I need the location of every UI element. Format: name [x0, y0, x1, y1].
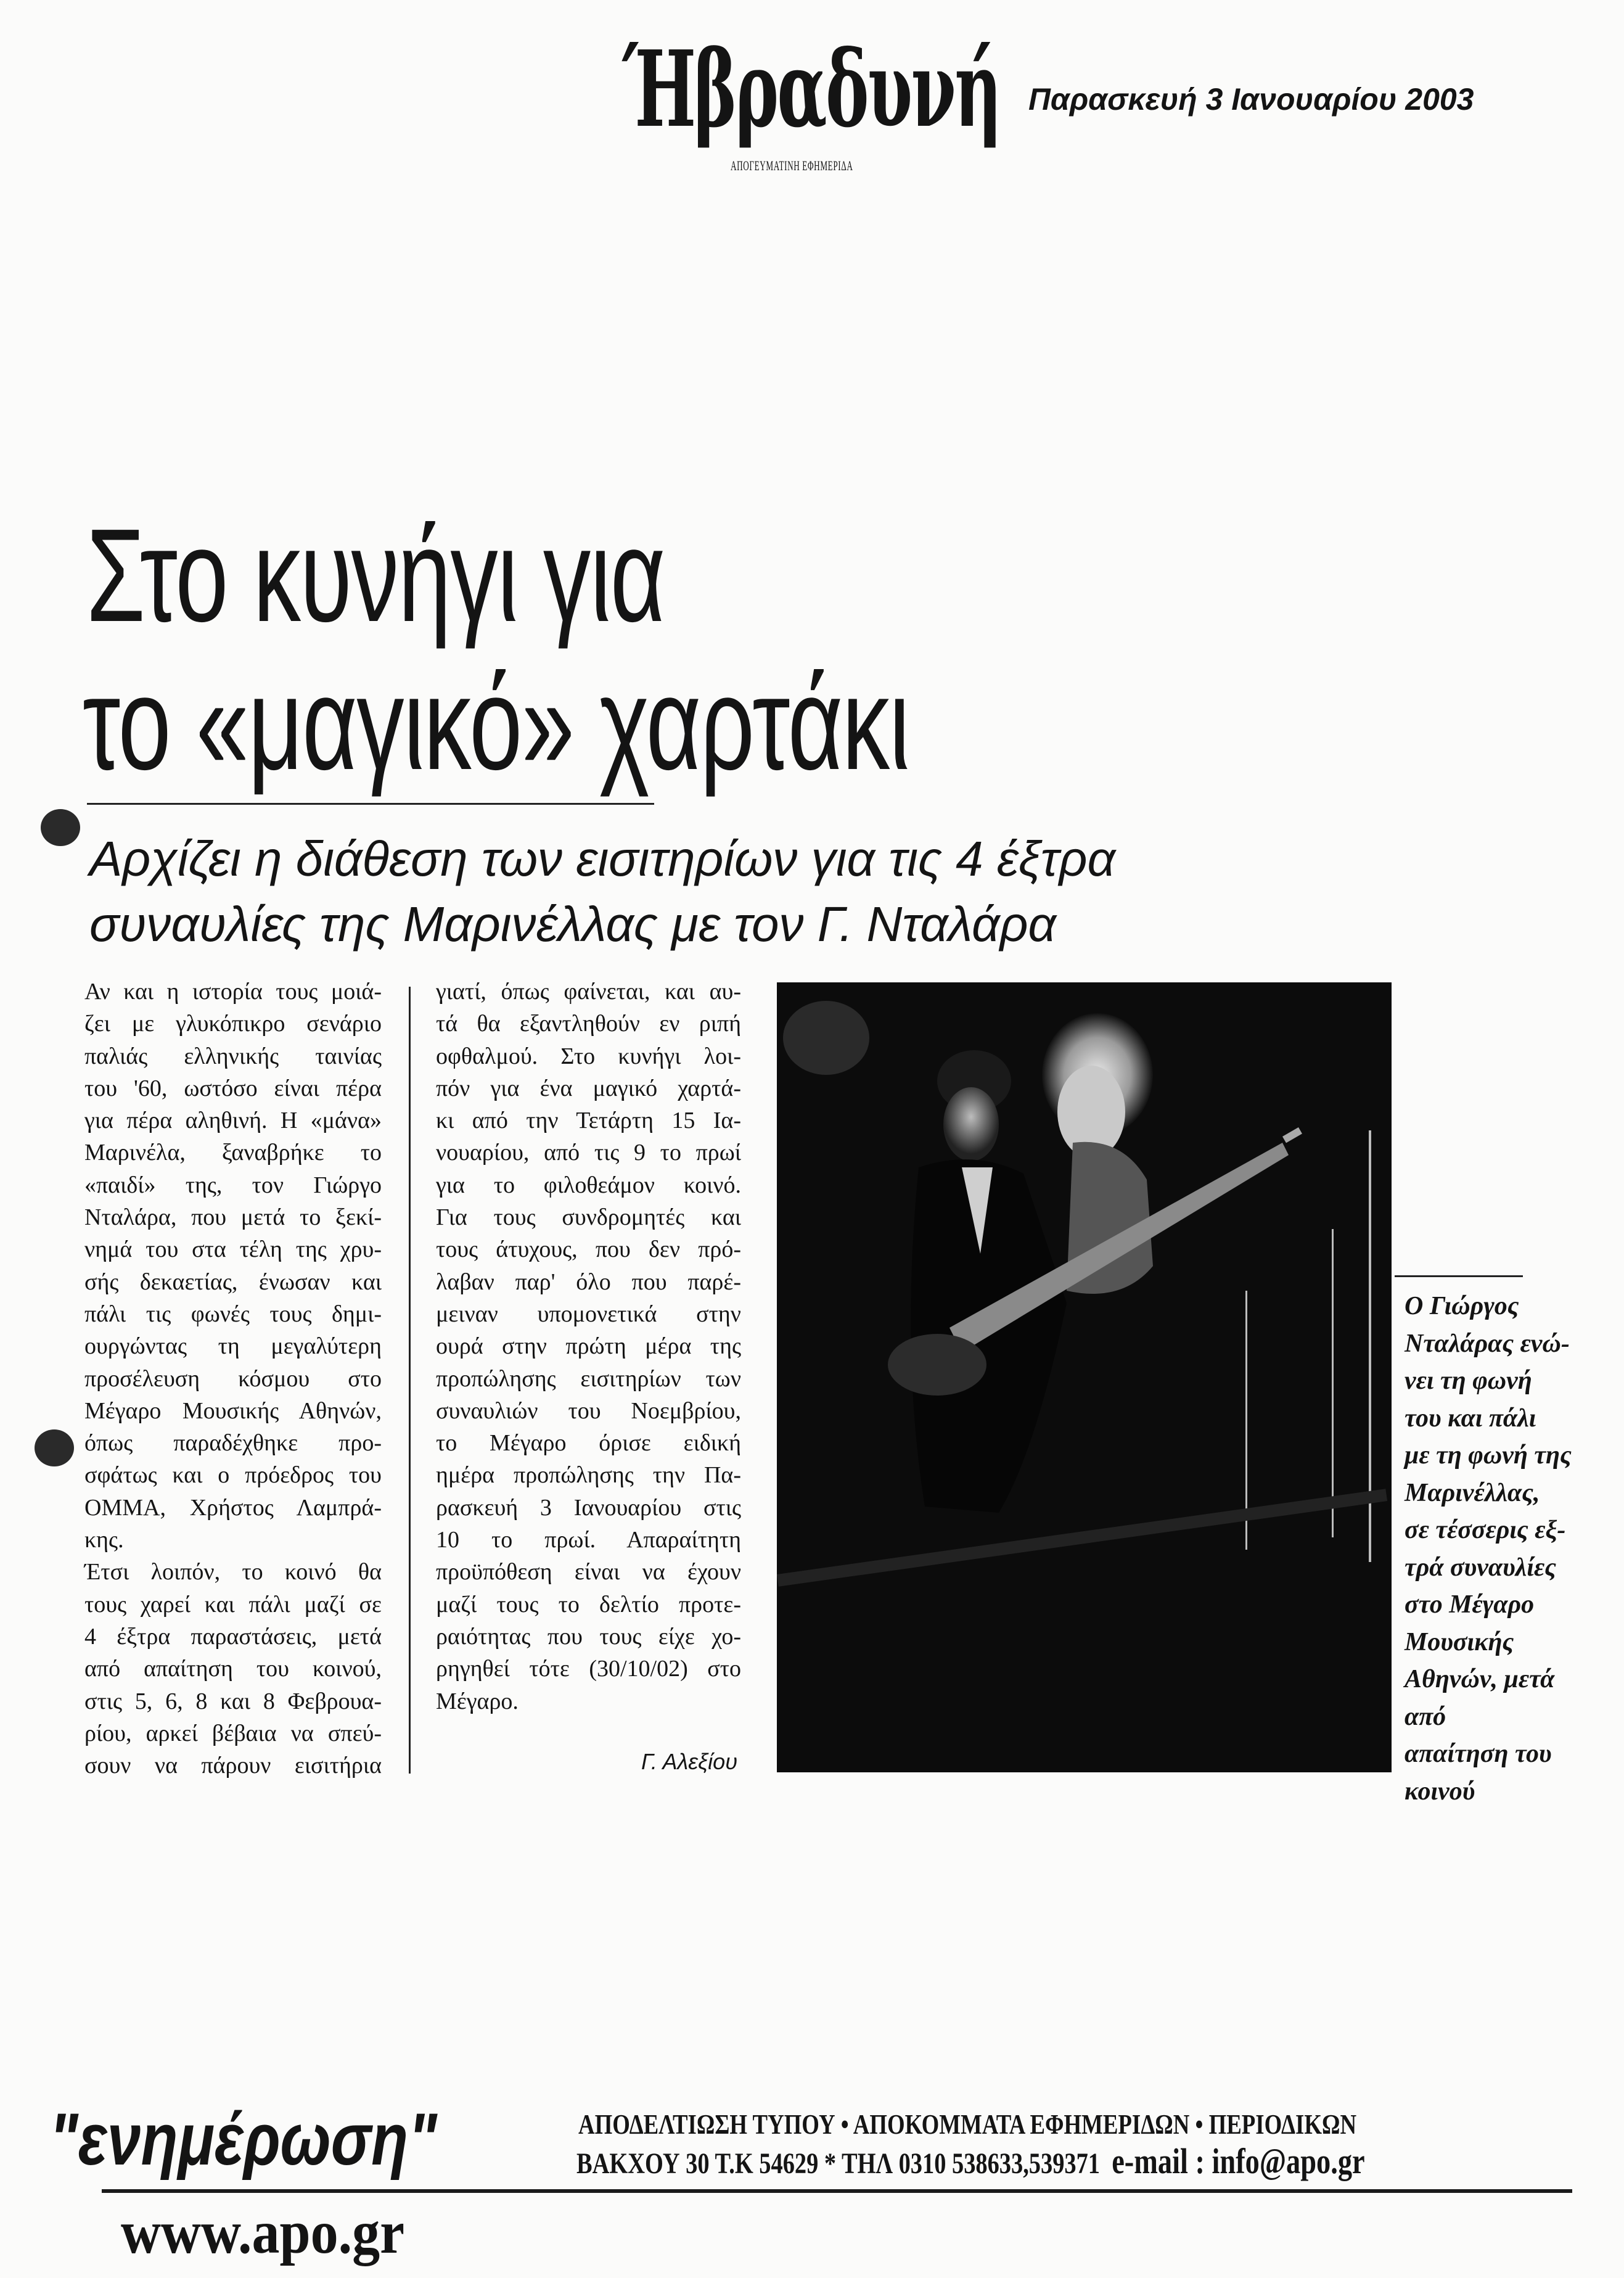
article-text-line: Νταλάρα, που μετά το ξεκί- — [84, 1204, 382, 1231]
article-text-line: γιατί, όπως φαίνεται, και αυ- — [436, 979, 741, 1005]
headline-line-1: Στο κυνήγι για — [86, 501, 665, 649]
article-text-line: ζει με γλυκόπικρο σενάριο — [84, 1011, 382, 1037]
caption-line: σε τέσσερις εξ- — [1405, 1516, 1566, 1544]
footer-rule — [102, 2189, 1572, 2193]
newspaper-logo-subtitle: ΑΠΟΓΕΥΜΑΤΙΝΗ ΕΦΗΜΕΡΙΔΑ — [731, 158, 853, 173]
subheading-line: συναυλίες της Μαρινέλλας με τον Γ. Νταλάρα — [89, 897, 1057, 952]
article-text-line: πάλι τις φωνές τους δημι- — [84, 1301, 382, 1327]
article-text-line: τά θα εξαντληθούν εν ριπή — [436, 1011, 741, 1037]
article-text-line: σής δεκαετίας, ένωσαν και — [84, 1269, 382, 1295]
headline-line-2: το «μαγικό» χαρτάκι — [83, 649, 909, 797]
article-text-line: συναυλιών του Νοεμβρίου, — [436, 1397, 741, 1424]
article-text-line: κης. — [84, 1527, 124, 1553]
article-text-line: για πέρα αληθινή. Η «μάνα» — [84, 1108, 382, 1134]
article-text-line: στις 5, 6, 8 και 8 Φεβρουα- — [84, 1688, 382, 1714]
article-photo — [777, 982, 1392, 1772]
caption-line: νει τη φωνή — [1405, 1367, 1532, 1395]
caption-line: απαίτηση του — [1405, 1740, 1552, 1768]
caption-line: τρά συναυλίες — [1405, 1553, 1556, 1582]
caption-line: με τη φωνή της — [1405, 1441, 1572, 1470]
article-text-line: για το φιλοθεάμον κοινό. — [436, 1172, 741, 1198]
article-text-line: 10 το πρωί. Απαραίτητη — [436, 1527, 741, 1553]
article-text-line: νημά του στα τέλη της χρυ- — [84, 1236, 382, 1263]
article-text-line: Μαρινέλα, ξαναβρήκε το — [84, 1140, 382, 1166]
publication-date: Παρασκευή 3 Ιανουαρίου 2003 — [1028, 82, 1474, 117]
caption-line: από — [1405, 1702, 1446, 1731]
article-text-line: προπώλησης εισιτηρίων των — [436, 1365, 741, 1392]
photo-singers-image — [777, 982, 1392, 1772]
article-text-line: Αν και η ιστορία τους μοιά- — [84, 979, 382, 1005]
article-text-line: ραιότητας που τους είχε χο- — [436, 1623, 741, 1650]
article-column-2 — [436, 976, 741, 1717]
article-text-line: πόν για ένα μαγικό χαρτά- — [436, 1075, 741, 1101]
article-text-line: προϋπόθεση είναι να έχουν — [436, 1559, 741, 1585]
caption-line: στο Μέγαρο — [1405, 1590, 1535, 1619]
contact-line — [576, 2142, 1365, 2183]
caption-line: Ο Γιώργος — [1405, 1292, 1519, 1320]
article-text-line: οφθαλμού. Στο κυνήγι λοι- — [436, 1043, 741, 1069]
article-text-line: νουαρίου, από τις 9 το πρωί — [436, 1140, 741, 1166]
article-text-line: Μέγαρο. — [436, 1688, 519, 1714]
article-text-line: 4 έξτρα παραστάσεις, μετά — [84, 1623, 382, 1650]
subheading — [89, 826, 1115, 957]
article-text-line: λαβαν παρ' όλο που παρέ- — [436, 1269, 741, 1295]
article-text-line: ρηγηθεί τότε (30/10/02) στο — [436, 1656, 741, 1682]
caption-line: του και πάλι — [1405, 1404, 1536, 1433]
article-text-line: κι από την Τετάρτη 15 Ια- — [436, 1108, 741, 1134]
article-text-line: Μέγαρο Μουσικής Αθηνών, — [84, 1397, 382, 1424]
subheading-line: Αρχίζει η διάθεση των εισιτηρίων για τις 4 έξτρα — [89, 831, 1116, 886]
article-text-line: μαζί τους το δελτίο προτε- — [436, 1591, 741, 1618]
article-text-line: μειναν υπομονετικά στην — [436, 1301, 741, 1327]
article-text-line: ουργώντας τη μεγαλύτερη — [84, 1333, 382, 1360]
article-text-line: ημέρα προπώλησης την Πα- — [436, 1462, 741, 1489]
caption-rule — [1395, 1275, 1523, 1277]
caption-line: Μουσικής — [1405, 1627, 1514, 1656]
article-text-line: ρίου, αρκεί βέβαια να σπεύ- — [84, 1720, 382, 1746]
caption-line: κοινού — [1405, 1777, 1475, 1806]
article-text-line: Έτσι λοιπόν, το κοινό θα — [84, 1559, 382, 1585]
byline: Γ. Αλεξίου — [641, 1749, 737, 1774]
column-divider — [409, 987, 411, 1774]
punch-hole-mark — [41, 809, 80, 846]
caption-line: Νταλάρας ενώ- — [1405, 1329, 1570, 1358]
article-text-line: ρασκευή 3 Ιανουαρίου στις — [436, 1494, 741, 1521]
headline-rule — [87, 803, 654, 805]
article-text-line: παλιάς ελληνικής ταινίας — [84, 1043, 382, 1069]
address: ΒΑΚΧΟΥ 30 Τ.Κ 54629 * ΤΗΛ 0310 538633,539371 — [576, 2147, 1100, 2180]
article-text-line: ΟΜΜΑ, Χρήστος Λαμπρά- — [84, 1494, 382, 1521]
newspaper-logo: Ήβραδυνή — [623, 28, 1001, 151]
article-text-line: τους χαρεί και πάλι μαζί σε — [84, 1591, 382, 1618]
article-column-1 — [84, 976, 382, 1782]
article-text-line: σφάτως και ο πρόεδρος του — [84, 1462, 382, 1489]
article-text-line: τους άτυχους, που δεν πρό- — [436, 1236, 741, 1263]
email[interactable]: e-mail : info@apo.gr — [1112, 2141, 1365, 2181]
article-text-line: ουρά στην πρώτη μέρα της — [436, 1333, 741, 1360]
punch-hole-mark — [35, 1429, 74, 1466]
article-text-line: Για τους συνδρομητές και — [436, 1204, 741, 1231]
caption-line: Αθηνών, μετά — [1405, 1665, 1555, 1693]
article-text-line: «παιδί» της, τον Γιώργο — [84, 1172, 382, 1198]
article-text-line: από απαίτηση του κοινού, — [84, 1656, 382, 1682]
photo-caption — [1405, 1288, 1602, 1810]
website-link[interactable]: www.apo.gr — [121, 2198, 405, 2266]
caption-line: Μαρινέλλας, — [1405, 1478, 1540, 1507]
article-text-line: όπως παραδέχθηκε προ- — [84, 1430, 382, 1457]
services-line: ΑΠΟΔΕΛΤΙΩΣΗ ΤΥΠΟΥ • ΑΠΟΚΟΜΜΑΤΑ ΕΦΗΜΕΡΙΔΩΝ • ΠΕΡΙΟΔΙΚΩΝ — [578, 2108, 1357, 2140]
article-text-line: του '60, ωστόσο είναι πέρα — [84, 1075, 382, 1101]
article-text-line: προσέλευση κόσμου στο — [84, 1365, 382, 1392]
article-text-line: σουν να πάρουν εισιτήρια — [84, 1753, 382, 1779]
clipping-service-logo: "ενημέρωση" — [49, 2098, 437, 2181]
article-text-line: το Μέγαρο όρισε ειδική — [436, 1430, 741, 1457]
